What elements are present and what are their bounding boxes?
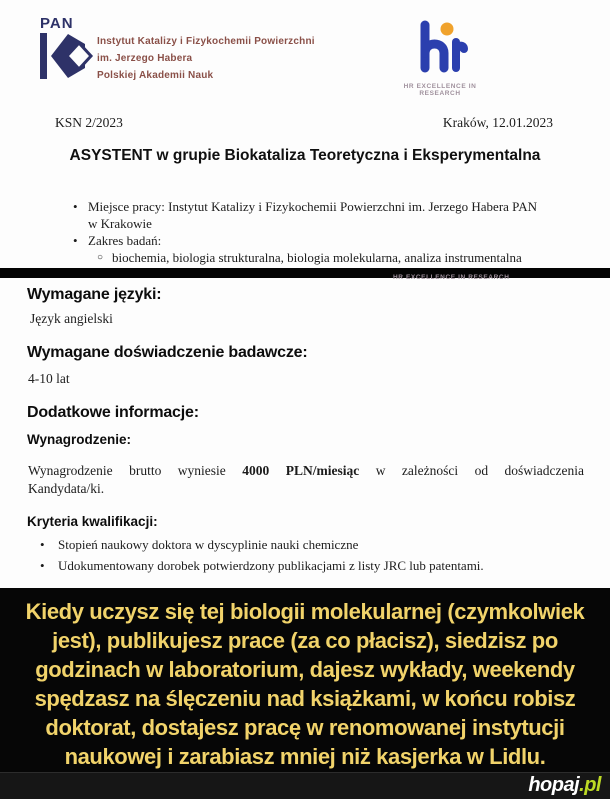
job-posting-requirements-fragment	[0, 274, 610, 588]
hr-excellence-logo	[385, 20, 495, 97]
institute-name	[97, 33, 315, 84]
list-item	[73, 249, 543, 266]
criteria-list	[40, 534, 580, 576]
bullet-icon: •	[73, 233, 78, 248]
experience-heading: Wymagane doświadczenie badawcze:	[27, 344, 308, 361]
screenshot-divider	[0, 268, 610, 278]
bullet-icon: •	[40, 537, 45, 552]
list-item	[40, 555, 580, 576]
circle-bullet-icon: ○	[97, 252, 104, 263]
salary-text-end: w zależności od doświadczenia	[375, 463, 585, 478]
list-item	[73, 215, 543, 232]
site-logo-name: hopaj	[528, 774, 580, 796]
research-scope-label: Zakres badań:	[88, 233, 162, 248]
list-item	[73, 198, 543, 215]
hr-excellence-caption-clipped: HR EXCELLENCE IN RESEARCH	[393, 274, 510, 281]
caption-line: doktorat, dostajesz pracę w renomowanej instytucji	[45, 715, 565, 740]
salary-text-start: Wynagrodzenie brutto wyniesie	[28, 463, 226, 478]
criteria-heading: Kryteria kwalifikacji:	[27, 514, 158, 529]
job-title: ASYSTENT w grupie Biokataliza Teoretyczna i Eksperymentalna	[69, 147, 541, 164]
salary-amount: 4000 PLN/miesiąc	[242, 463, 360, 478]
site-logo-tld: .pl	[579, 774, 601, 796]
salary-paragraph	[28, 462, 584, 497]
languages-value: Język angielski	[30, 311, 113, 326]
criteria-item-2: Udokumentowany dorobek potwierdzony publikacjami z listy JRC lub patentami.	[58, 558, 484, 573]
reference-row	[55, 115, 553, 131]
list-item	[40, 534, 580, 555]
criteria-item-1: Stopień naukowy doktora w dyscyplinie nauki chemiczne	[58, 537, 359, 552]
job-posting-header-fragment	[0, 0, 610, 268]
salary-heading: Wynagrodzenie:	[27, 432, 132, 447]
reference-number: KSN 2/2023	[55, 115, 123, 130]
pan-institute-logo	[40, 16, 100, 81]
workplace-line-2: w Krakowie	[88, 216, 152, 231]
pan-logo-text: PAN	[40, 15, 74, 32]
institute-line-3: Polskiej Akademii Nauk	[97, 70, 214, 81]
caption-line: Kiedy uczysz się tej biologii molekularnej (czymkolwiek	[25, 599, 585, 624]
salary-line-2: Kandydata/ki.	[28, 480, 105, 496]
list-item	[73, 232, 543, 249]
place-and-date: Kraków, 12.01.2023	[442, 115, 553, 130]
caption-line: godzinach w laboratorium, dajesz wykłady, weekendy	[35, 657, 575, 682]
languages-heading: Wymagane języki:	[27, 286, 162, 303]
institute-line-1: Instytut Katalizy i Fizykochemii Powierzchni	[97, 36, 315, 47]
caption-line: jest), publikujesz prace (za co płacisz), siedzisz po	[52, 628, 558, 653]
meme-caption	[0, 588, 610, 772]
pan-k-logo-icon	[40, 31, 92, 81]
bullet-icon: •	[73, 199, 78, 214]
caption-line: spędzasz na ślęczeniu nad książkami, w końcu robisz	[34, 686, 576, 711]
bullet-icon: •	[40, 558, 45, 573]
research-scope-value: biochemia, biologia strukturalna, biologia molekularna, analiza instrumentalna	[112, 250, 522, 265]
salary-line-1	[28, 462, 584, 480]
additional-info-heading: Dodatkowe informacje:	[27, 404, 199, 421]
caption-line: naukowej i zarabiasz mniej niż kasjerka w Lidlu.	[64, 744, 546, 769]
site-footer	[0, 772, 610, 799]
workplace-line-1: Miejsce pracy: Instytut Katalizy i Fizykochemii Powierzchni im. Jerzego Habera PAN	[88, 199, 537, 214]
institute-line-2: im. Jerzego Habera	[97, 53, 193, 64]
experience-value: 4-10 lat	[28, 371, 70, 386]
hr-excellence-caption: HR EXCELLENCE IN RESEARCH	[403, 83, 477, 97]
hr-excellence-icon	[413, 20, 467, 74]
